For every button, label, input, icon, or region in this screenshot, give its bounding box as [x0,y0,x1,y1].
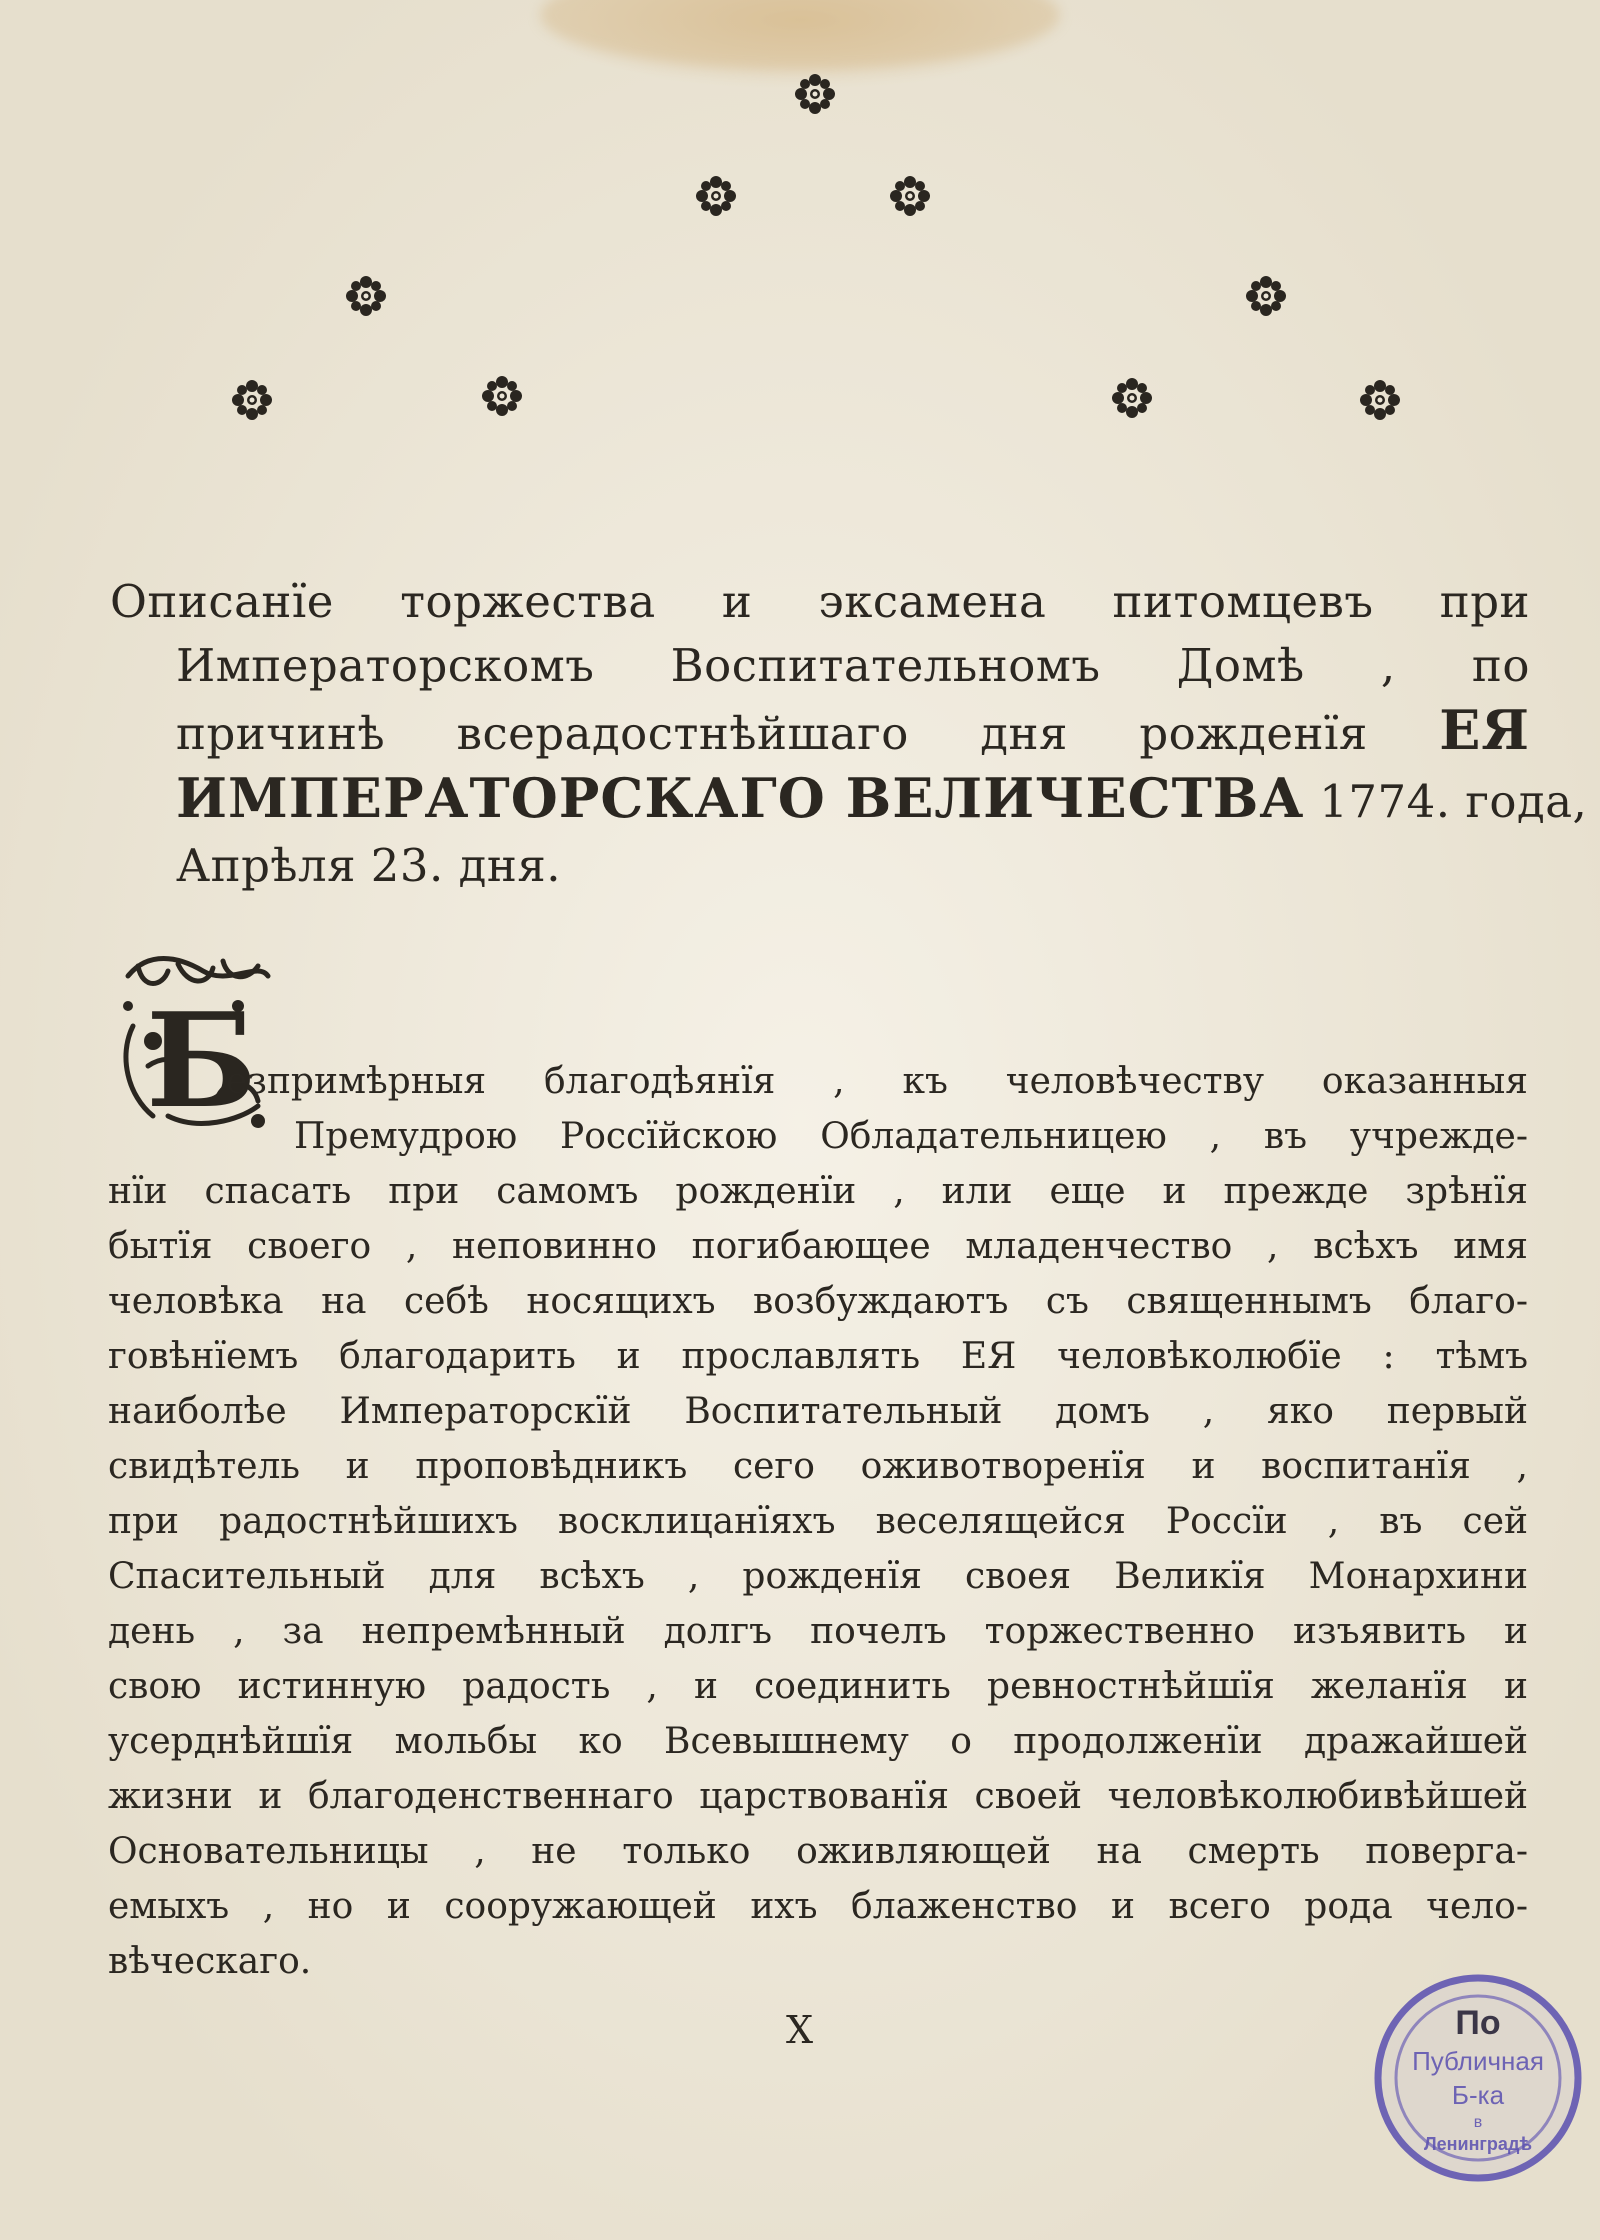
rosette-icon [1108,374,1156,422]
body-line: езпримѣрныя благодѣянїя , къ человѣчеству оказанныя [226,1061,1528,1102]
stamp-line-2: Публичная [1412,2046,1544,2076]
body-line: наиболѣе Императорскїй Воспитательный домъ , яко первый [108,1391,1528,1432]
body-line: день , за непремѣнный долгъ почелъ торжественно изъявить и [108,1611,1528,1652]
catchword: Х [786,2008,814,2052]
rosette-icon [886,172,934,220]
rosette-icon [791,70,839,118]
library-stamp [1368,1968,1588,2188]
body-line: жизни и благоденственнаго царствованїя своей человѣколюбивѣйшей [108,1776,1528,1817]
stamp-line-3: Б-ка [1451,2080,1505,2110]
stamp-line-4: в [1473,2114,1483,2131]
body-line: бытїя своего , неповинно погибающее младенчество , всѣхъ имя [108,1226,1528,1267]
rosette-icon [692,172,740,220]
body-line: Спасительный для всѣхъ , рожденїя своея Великїя Монархини [108,1556,1528,1597]
title-line-3: причинѣ всерадостнѣйшаго дня рожденїя ЕЯ [176,698,1530,762]
body-line: говѣнїемъ благодарить и прославлять ЕЯ человѣколюбїе : тѣмъ [108,1336,1528,1377]
title-line-4: ИМПЕРАТОРСКАГО ВЕЛИЧЕСТВА 1774. года, [176,766,1588,830]
rosette-icon [342,272,390,320]
body-line: человѣка на себѣ носящихъ возбуждаютъ съ священнымъ благо- [108,1281,1528,1322]
stamp-line-1: По [1455,2004,1501,2042]
body-line: свою истинную радость , и соединить ревностнѣйшїя желанїя и [108,1666,1528,1707]
title-line-5: Апрѣля 23. дня. [176,839,562,892]
body-paragraph [108,1054,1528,1989]
rosette-icon [228,376,276,424]
title-line-1: Описанїе торжества и эксамена питомцевъ при [110,575,1530,628]
body-line: емыхъ , но и сооружающей ихъ блаженство и всего рода чело- [108,1886,1528,1927]
document-title [110,570,1588,898]
body-line: свидѣтель и проповѣдникъ сего оживотворенїя и воспитанїя , [108,1446,1528,1487]
body-line: вѣческаго. [108,1941,312,1982]
body-line: Премудрою Россїйскою Обладательницею , въ учрежде- [294,1116,1528,1157]
title-caps-her: ЕЯ [1439,698,1530,762]
body-line: при радостнѣйшихъ восклицанїяхъ веселящейся Россїи , въ сей [108,1501,1528,1542]
title-line-2: Императорскомъ Воспитательномъ Домѣ , по [176,639,1530,692]
rosette-icon [1242,272,1290,320]
rosette-icon [1356,376,1404,424]
dropcap-letter: Б [146,984,258,1136]
body-line: усерднѣйшїя мольбы ко Всевышнему о продолженїи дражайшей [108,1721,1528,1762]
body-line: Основательницы , не только оживляющей на смерть поверга- [108,1831,1528,1872]
stamp-line-5: Ленинградѣ [1423,2134,1533,2154]
rosette-icon [478,372,526,420]
title-caps-majesty: ИМПЕРАТОРСКАГО ВЕЛИЧЕСТВА [176,766,1305,830]
body-line: нїи спасать при самомъ рожденїи , или еще и прежде зрѣнїя [108,1171,1528,1212]
paper-stain [540,0,1060,70]
